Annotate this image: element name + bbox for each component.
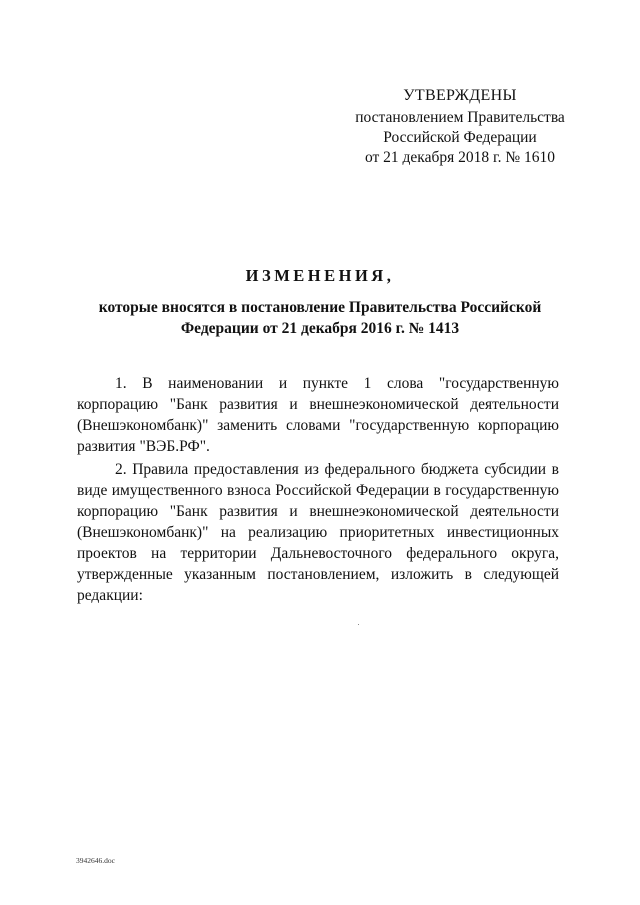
footer-doc-code: 3942646.doc [76, 856, 115, 865]
approval-line-2: Российской Федерации [383, 129, 537, 146]
document-subtitle [70, 297, 570, 339]
paragraph-2: 2. Правила предоставления из федерального бюджета субсидии в виде имущественного взноса Российской Федерации в государственную корпорацию "Банк развития и внешнеэкономической деятельности (Внешэкономбанк)" на реализацию приоритетных инвестиционных проектов на территории Дальневосточного федерального округа, утвержденные указанным постановлением, изложить в следующей редакции: [77, 461, 559, 604]
approved-heading: УТВЕРЖДЕНЫ [403, 87, 517, 104]
approval-date-number: от 21 декабря 2018 г. № 1610 [364, 149, 556, 166]
approval-stamp [330, 86, 590, 168]
document-body [77, 373, 559, 606]
approval-line-1: постановлением Правительства [355, 109, 565, 126]
document-title: ИЗМЕНЕНИЯ, [245, 266, 395, 285]
subtitle-line-2: Федерации от 21 декабря 2016 г. № 1413 [180, 320, 460, 337]
paragraph-1: 1. В наименовании и пункте 1 слова "государственную корпорацию "Банк развития и внешнеэкономической деятельности (Внешэкономбанк)" заменить словами "государственную корпорацию развития "ВЭБ.РФ". [77, 375, 559, 455]
scan-speck [358, 624, 359, 625]
subtitle-line-1: которые вносятся в постановление Правительства Российской [98, 299, 542, 316]
